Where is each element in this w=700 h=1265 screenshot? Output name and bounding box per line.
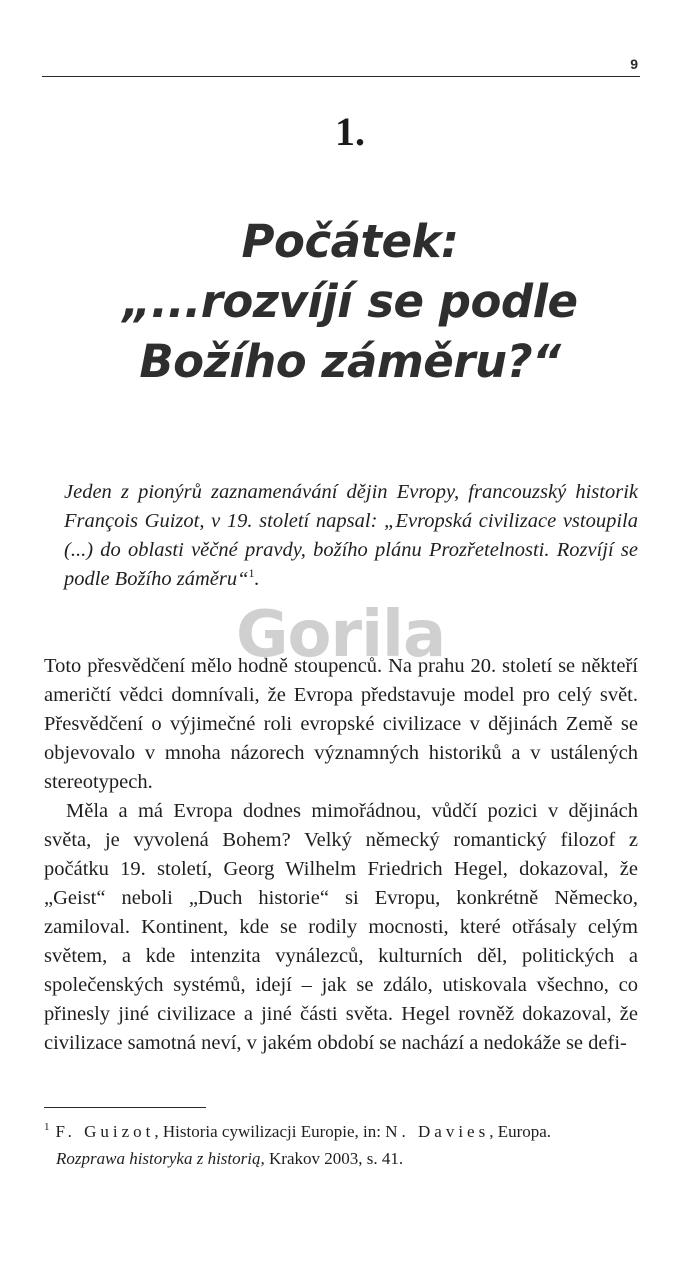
footnote-text: , Krakov 2003, s. 41.	[260, 1149, 404, 1168]
chapter-number: 1.	[335, 109, 365, 154]
body-paragraph: Toto přesvědčení mělo hodně stoupenců. Na prahu 20. století se někteří američtí vědci domnívali, že Evropa představuje model pro celý svět. Přesvědčení o výjimečné roli evropské civilizace v dějinách Země se objevovalo v mnoha názorech významných historiků a v ustálených stereotypech.	[44, 655, 638, 793]
running-head	[42, 56, 640, 77]
body-text	[44, 652, 638, 1058]
epigraph-paragraph	[64, 478, 638, 594]
footnote-divider	[44, 1107, 206, 1108]
footnote	[44, 1118, 638, 1172]
footnote-line	[44, 1118, 638, 1145]
footnote-reference[interactable]: 1	[248, 566, 255, 581]
body-paragraph: Měla a má Evropa dodnes mimořádnou, vůdčí pozici v dějinách světa, je vyvolená Bohem? Velký německý romantický filozof z počátku 19. století, Georg Wilhelm Friedrich Hegel, dokazoval, že „Geist“ neboli „Duch historie“ si Evropu, konkrétně Německo, zamiloval. Kontinent, kde se rodily mocnosti, které otřásaly celým světem, a kde intenzita vynálezců, kulturních děl, politických a společenských systémů, idejí – jak se zdálo, utiskovala všechno, co přinesly jiné civilizace a jiné části světa. Hegel rovněž dokazoval, že civilizace samotná neví, v jakém období se nachází a nedokáže se defi-	[44, 800, 638, 1054]
page-number: 9	[630, 56, 638, 72]
footnote-author: N. Davies	[385, 1122, 490, 1141]
footnote-title: Rozprawa historyka z historią	[56, 1149, 261, 1168]
epigraph-end: .	[254, 568, 260, 590]
epigraph	[64, 478, 638, 594]
watermark: Gorila	[236, 598, 446, 672]
chapter-title	[40, 212, 660, 392]
chapter-title-line: Božího záměru?“	[139, 335, 561, 388]
chapter-title-line: Počátek:	[241, 215, 459, 268]
footnote-number: 1	[44, 1121, 50, 1134]
footnote-author: F. Guizot	[55, 1122, 155, 1141]
footnote-text: , Europa.	[489, 1122, 552, 1141]
epigraph-text: Jeden z pionýrů zaznamenávání dějin Evropy, francouzský historik François Guizot, v 19. století napsal: „Evropská civilizace vstoupila (...) do oblasti věčné pravdy, božího plánu Prozřetelnosti. Rozvíjí se podle Božího záměru“	[64, 481, 638, 590]
footnote-line	[44, 1145, 638, 1172]
footnote-text: , Historia cywilizacji Europie, in:	[154, 1122, 386, 1141]
chapter-title-line: „...rozvíjí se podle	[122, 275, 578, 328]
